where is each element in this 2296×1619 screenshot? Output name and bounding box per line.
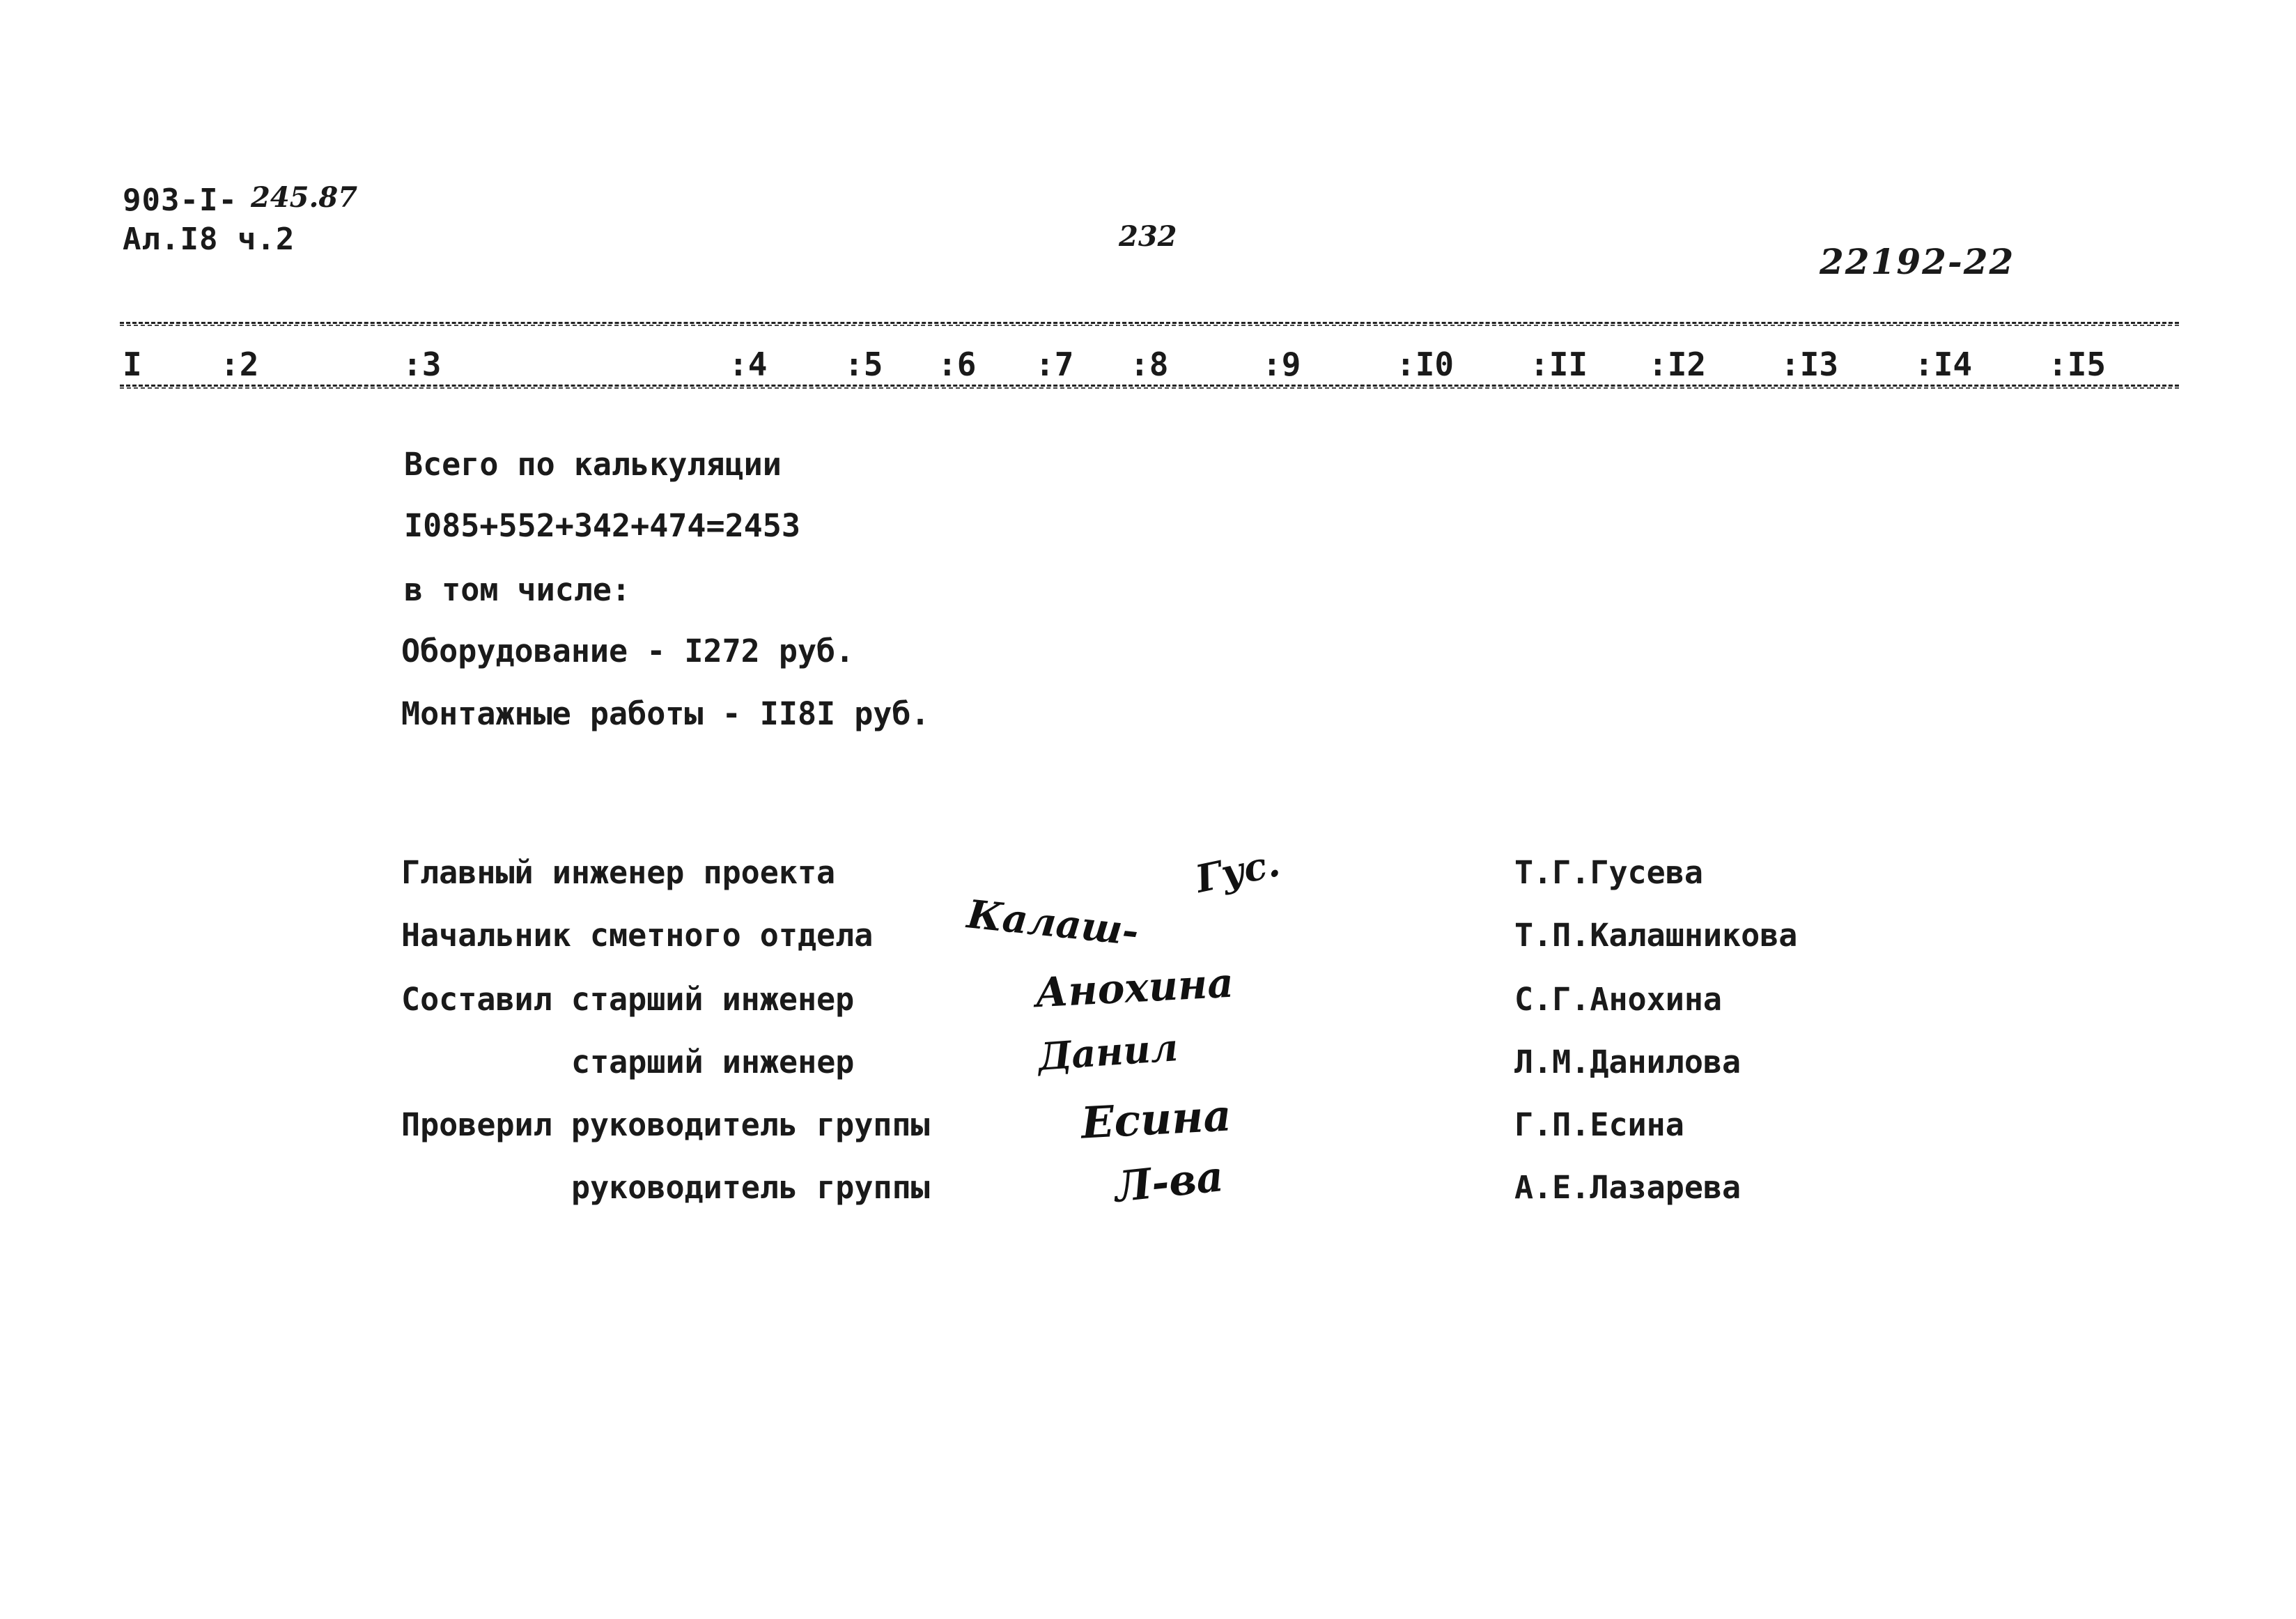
signature-gus: Гус. [1191,840,1284,901]
column-number: :I0 [1396,346,1455,383]
signature-esina: Есина [1080,1090,1233,1149]
column-number: :II [1530,346,1588,383]
signatory-role: старший инженер [571,1044,855,1080]
totals-including: в том числе: [404,571,631,608]
totals-installation: Монтажные работы - II8I руб. [401,695,930,732]
totals-formula: I085+552+342+474=2453 [404,507,800,544]
column-number: :I4 [1914,346,1973,383]
column-number: I [123,346,142,383]
signature-lazareva: Л-ва [1112,1152,1226,1212]
column-number: :4 [729,346,768,383]
header-rule-top [120,322,2179,324]
column-number: :5 [844,346,883,383]
signatory-role: Составил старший инженер [401,981,855,1018]
header-rule-bottom [120,385,2179,387]
column-number: :I5 [2048,346,2107,383]
header-rule-top-secondary [120,325,2179,326]
signature-kalash: Калаш- [965,891,1141,955]
signatory-role: Начальник сметного отдела [401,917,874,954]
header-rule-bottom-secondary [120,387,2179,389]
signatory-name: Т.Г.Гусева [1514,854,1703,891]
totals-equipment: Оборудование - I272 руб. [401,633,855,669]
signatory-name: А.Е.Лазарева [1514,1169,1742,1206]
column-number: :2 [220,346,259,383]
signatory-role: Проверил руководитель группы [401,1106,930,1143]
totals-heading: Всего по калькуляции [404,446,782,483]
document-code: 903-I- [123,183,238,218]
signature-anokhina: Анохина [1034,959,1235,1017]
column-number: :9 [1262,346,1301,383]
column-number: :I2 [1648,346,1707,383]
column-number: :3 [403,346,442,383]
signatory-role: руководитель группы [571,1169,930,1206]
page-number: 232 [1119,220,1177,253]
column-number: :8 [1130,346,1169,383]
column-number: :I3 [1781,346,1839,383]
signatory-name: С.Г.Анохина [1514,981,1723,1018]
signatory-name: Т.П.Калашникова [1514,917,1798,954]
inventory-number: 22192-22 [1820,241,2015,282]
signatory-name: Л.М.Данилова [1514,1044,1742,1080]
signatory-name: Г.П.Есина [1514,1106,1684,1143]
sheet-reference: Ал.I8 ч.2 [123,222,295,257]
handwritten-document-number: 245.87 [251,181,358,214]
signature-danilova: Данил [1037,1025,1180,1079]
column-number: :6 [938,346,977,383]
signatory-role: Главный инженер проекта [401,854,836,891]
column-number: :7 [1035,346,1074,383]
